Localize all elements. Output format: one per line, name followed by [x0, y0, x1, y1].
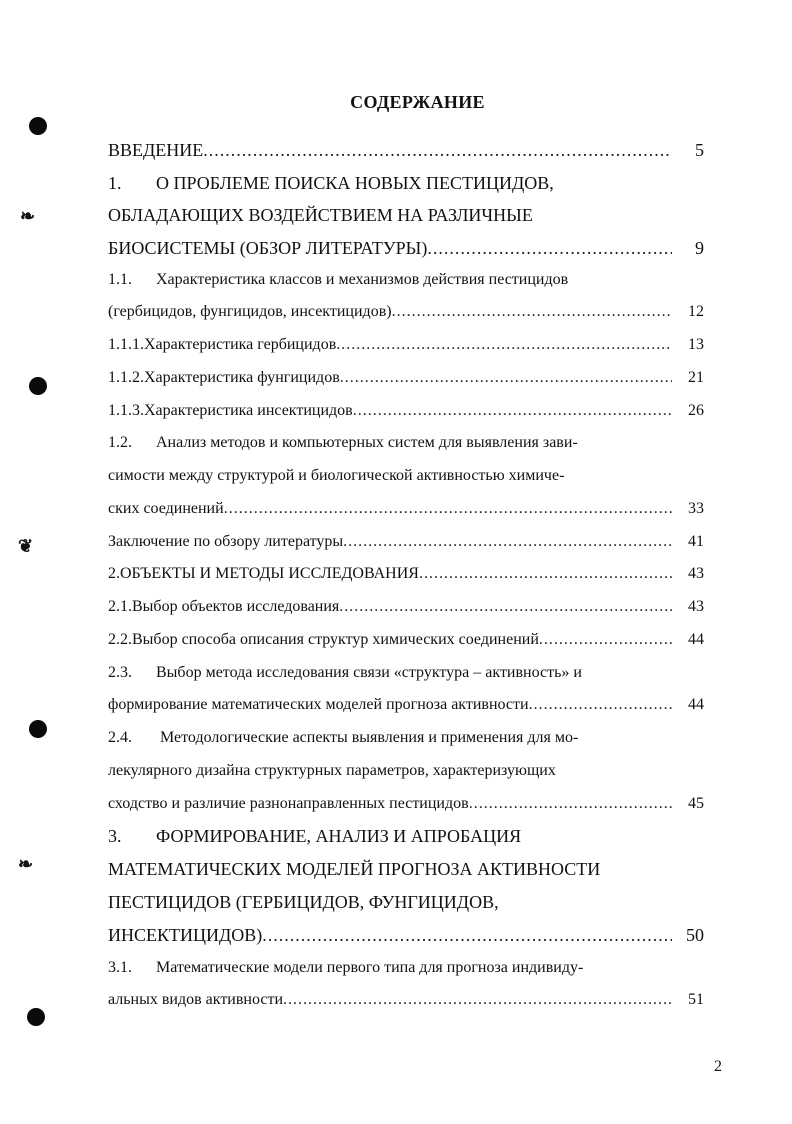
- leader-dots: [529, 696, 672, 714]
- toc-entry: [108, 925, 704, 946]
- leader-dots: [353, 402, 672, 420]
- toc-entry-page: 43: [688, 598, 704, 615]
- toc-entry: [108, 500, 704, 518]
- toc-entry-text: О ПРОБЛЕМЕ ПОИСКА НОВЫХ ПЕСТИЦИДОВ,: [156, 173, 554, 193]
- toc-entry-number: 2.4.: [108, 729, 132, 746]
- toc-entry-number: 3.: [108, 826, 122, 846]
- toc-entry-number: 2.3.: [108, 664, 132, 681]
- toc-entry-text: симости между структурой и биологической активностью химиче-: [108, 467, 565, 484]
- toc-entry-text: ИНСЕКТИЦИДОВ): [108, 925, 263, 945]
- scan-mark-icon: ❧: [20, 206, 36, 226]
- toc-entry: [108, 729, 704, 747]
- toc-entry-page: 5: [695, 140, 704, 160]
- scan-mark-icon: ❦: [18, 536, 34, 556]
- leader-dots: [469, 795, 672, 813]
- toc-entry-text: ВВЕДЕНИЕ: [108, 140, 204, 160]
- toc-entry: [108, 991, 704, 1009]
- toc-entry-number: 1.1.: [108, 271, 132, 288]
- toc-entry-page: 45: [688, 795, 704, 812]
- leader-dots: [539, 631, 672, 649]
- toc-entry-text: Выбор метода исследования связи «структура – активность» и: [156, 664, 582, 681]
- toc-entry: [108, 598, 704, 616]
- toc-entry-text: ских соединений: [108, 500, 224, 517]
- toc-entry: [108, 795, 704, 813]
- toc-entry: [108, 402, 704, 420]
- punch-hole-icon: [29, 117, 47, 135]
- scan-mark-icon: ❧: [18, 854, 34, 874]
- toc-entry-number: 2.2.: [108, 631, 132, 648]
- toc-entry-text: Методологические аспекты выявления и применения для мо-: [160, 729, 579, 746]
- toc-entry-text: Характеристика фунгицидов: [144, 369, 340, 386]
- toc-entry: [108, 205, 704, 226]
- toc-entry-page: 21: [688, 369, 704, 386]
- toc-entry: [108, 434, 704, 452]
- toc-entry-text: (гербицидов, фунгицидов, инсектицидов): [108, 303, 392, 320]
- leader-dots: [340, 369, 672, 387]
- toc-entry-text: БИОСИСТЕМЫ (ОБЗОР ЛИТЕРАТУРЫ): [108, 238, 428, 258]
- toc-entry-text: альных видов активности: [108, 991, 284, 1008]
- toc-entry: [108, 892, 704, 913]
- page-title: СОДЕРЖАНИЕ: [350, 92, 485, 112]
- toc-entry-text: ОБЛАДАЮЩИХ ВОЗДЕЙСТВИЕМ НА РАЗЛИЧНЫЕ: [108, 205, 533, 225]
- toc-entry-text: сходство и различие разнонаправленных пестицидов: [108, 795, 469, 812]
- leader-dots: [224, 500, 672, 518]
- toc-entry-page: 44: [688, 696, 704, 713]
- toc-entry: [108, 238, 704, 259]
- toc-entry: [108, 631, 704, 649]
- leader-dots: [427, 238, 672, 259]
- toc-entry-number: 1.2.: [108, 434, 132, 451]
- toc-entry-text: Выбор объектов исследования: [132, 598, 340, 615]
- toc-entry-text: Характеристика классов и механизмов действия пестицидов: [156, 271, 569, 288]
- toc-entry-number: 1.: [108, 173, 122, 193]
- toc-entry-page: 9: [695, 238, 704, 258]
- toc-entry-number: 1.1.1.: [108, 336, 144, 353]
- toc-entry-page: 51: [688, 991, 704, 1008]
- leader-dots: [336, 336, 672, 354]
- toc-entry-page: 43: [688, 565, 704, 582]
- toc-entry-number: 1.1.3.: [108, 402, 144, 419]
- toc-entry-number: 2.1.: [108, 598, 132, 615]
- punch-hole-icon: [29, 377, 47, 395]
- toc-entry-page: 41: [688, 533, 704, 550]
- toc-entry: [108, 565, 704, 583]
- toc-entry-text: Заключение по обзору литературы: [108, 533, 344, 550]
- punch-hole-icon: [29, 720, 47, 738]
- toc-entry-number: 2.: [108, 565, 120, 582]
- toc-entry-number: 3.1.: [108, 959, 132, 976]
- leader-dots: [283, 991, 672, 1009]
- toc-entry-text: Выбор способа описания структур химических соединений: [132, 631, 539, 648]
- toc-entry: [108, 762, 704, 780]
- toc-entry: [108, 303, 704, 321]
- toc-entry-text: Характеристика инсектицидов: [144, 402, 353, 419]
- toc-entry-text: Анализ методов и компьютерных систем для выявления зави-: [156, 434, 578, 451]
- toc-entry-text: ОБЪЕКТЫ И МЕТОДЫ ИССЛЕДОВАНИЯ: [120, 565, 419, 582]
- toc-entry-page: 44: [688, 631, 704, 648]
- leader-dots: [262, 925, 672, 946]
- toc-entry-text: ПЕСТИЦИДОВ (ГЕРБИЦИДОВ, ФУНГИЦИДОВ,: [108, 892, 499, 912]
- toc-entry: [108, 696, 704, 714]
- toc-entry: [108, 369, 704, 387]
- toc-entry: [108, 533, 704, 551]
- toc-entry: [108, 336, 704, 354]
- leader-dots: [343, 533, 672, 551]
- toc-entry-page: 26: [688, 402, 704, 419]
- toc-entry: [108, 859, 704, 880]
- toc-entry-page: 13: [688, 336, 704, 353]
- punch-hole-icon: [27, 1008, 45, 1026]
- toc-entry-page: 50: [686, 925, 704, 945]
- toc-entry-number: 1.1.2.: [108, 369, 144, 386]
- toc-entry-text: Математические модели первого типа для прогноза индивиду-: [156, 959, 584, 976]
- toc-entry-text: формирование математических моделей прогноза активности: [108, 696, 529, 713]
- toc-entry: [108, 140, 704, 161]
- toc-entry-text: МАТЕМАТИЧЕСКИХ МОДЕЛЕЙ ПРОГНОЗА АКТИВНОСТИ: [108, 859, 601, 879]
- toc-entry: [108, 664, 704, 682]
- toc-entry: [108, 173, 704, 194]
- toc-entry: [108, 467, 704, 485]
- leader-dots: [419, 565, 672, 583]
- leader-dots: [203, 140, 672, 161]
- toc-entry: [108, 826, 704, 847]
- toc-entry-page: 12: [688, 303, 704, 320]
- toc-entry-text: лекулярного дизайна структурных параметров, характеризующих: [108, 762, 556, 779]
- leader-dots: [392, 303, 672, 321]
- toc-entry-text: ФОРМИРОВАНИЕ, АНАЛИЗ И АПРОБАЦИЯ: [156, 826, 522, 846]
- toc-entry-page: 33: [688, 500, 704, 517]
- toc-entry: [108, 959, 704, 977]
- toc-entry: [108, 271, 704, 289]
- leader-dots: [339, 598, 672, 616]
- page-number: 2: [714, 1058, 722, 1075]
- toc-entry-text: Характеристика гербицидов: [144, 336, 337, 353]
